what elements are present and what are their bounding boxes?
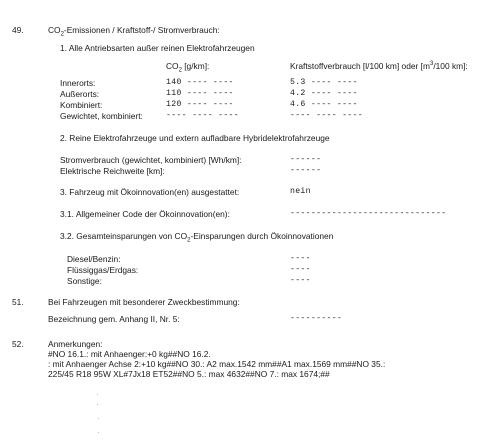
bezeichnung-value: ---------- [290, 314, 343, 323]
section-number-51: 51. [12, 297, 24, 307]
remarks-line-3: 225/45 R18 95W XL#7Jx18 ET52##NO 5.: max 4632##NO 7.: max 1674;## [48, 369, 330, 379]
section-51-title: Bei Fahrzeugen mit besonderer Zweckbestimmung: [48, 297, 240, 307]
part-3-2-heading: 3.2. Gesamteinsparungen von $CO_2$-Einsparungen durch Ökoinnovationen [60, 231, 334, 244]
stromverbrauch-label: Stromverbrauch (gewichtet, kombiniert) [Wh/km]: [60, 155, 242, 165]
scan-speck [97, 404, 98, 405]
section-49-title: $CO_2$-Emissionen / Kraftstoff-/ Stromverbrauch: [48, 25, 220, 38]
co2-column-header: $CO_2$ [g/km]: [166, 61, 210, 74]
row-label-gewichtet-kombiniert: Gewichtet, kombiniert: [60, 111, 143, 121]
row-label-kombiniert: Kombiniert: [60, 100, 103, 110]
stromverbrauch-value: ------ [290, 155, 322, 164]
part-1-heading: 1. Alle Antriebsarten außer reinen Elektrofahrzeugen [60, 43, 255, 53]
co2-value-gewichtet-kombiniert: ---- ---- ---- [166, 111, 239, 120]
section-number-52: 52. [12, 339, 24, 349]
oekoinnovation-label: 3. Fahrzeug mit Ökoinnovation(en) ausgestattet: [60, 187, 240, 197]
row-label-ausserorts: Außerorts: [60, 89, 100, 99]
reichweite-label: Elektrische Reichweite [km]: [60, 166, 165, 176]
part-2-heading: 2. Reine Elektrofahrzeuge und extern aufladbare Hybridelektrofahrzeuge [60, 133, 330, 143]
remarks-line-1: #NO 16.1.: mit Anhaenger:+0 kg##NO 16.2. [48, 349, 211, 359]
scan-speck [98, 418, 99, 419]
saving-label-sonstige: Sonstige: [67, 276, 102, 286]
scan-speck [97, 394, 98, 395]
saving-value-diesel-benzin: ---- [290, 254, 311, 263]
fuel-value-kombiniert: 4.6 ---- ---- [290, 100, 358, 109]
row-label-innerorts: Innerorts: [60, 78, 96, 88]
saving-label-fluessiggas-erdgas: Flüssiggas/Erdgas: [67, 265, 139, 275]
remarks-line-2: : mit Anhaenger Achse 2:+10 kg##NO 30.: A2 max.1542 mm##A1 max.1569 mm##NO 35.: [48, 359, 386, 369]
reichweite-value: ------ [290, 166, 322, 175]
oekoinnovation-code-label: 3.1. Allgemeiner Code der Ökoinnovation(en): [60, 209, 230, 219]
scan-speck [98, 432, 99, 433]
fuel-column-header: Kraftstoffverbrauch [l/100 km] oder [$m^3/100$ km]: [290, 61, 468, 71]
saving-value-sonstige: ---- [290, 276, 311, 285]
fuel-value-gewichtet-kombiniert: ---- ---- ---- [290, 111, 363, 120]
fuel-value-innerorts: 5.3 ---- ---- [290, 78, 358, 87]
co2-value-ausserorts: 110 ---- ---- [166, 89, 234, 98]
co2-value-innerorts: 140 ---- ---- [166, 78, 234, 87]
oekoinnovation-code-value: ------------------------------ [290, 209, 447, 218]
saving-value-fluessiggas-erdgas: ---- [290, 265, 311, 274]
section-52-title: Anmerkungen: [48, 339, 103, 349]
oekoinnovation-value: nein [290, 187, 311, 196]
section-number-49: 49. [12, 25, 24, 35]
co2-value-kombiniert: 120 ---- ---- [166, 100, 234, 109]
fuel-value-ausserorts: 4.2 ---- ---- [290, 89, 358, 98]
saving-label-diesel-benzin: Diesel/Benzin: [67, 254, 121, 264]
bezeichnung-label: Bezeichnung gem. Anhang II, Nr. 5: [48, 314, 180, 324]
